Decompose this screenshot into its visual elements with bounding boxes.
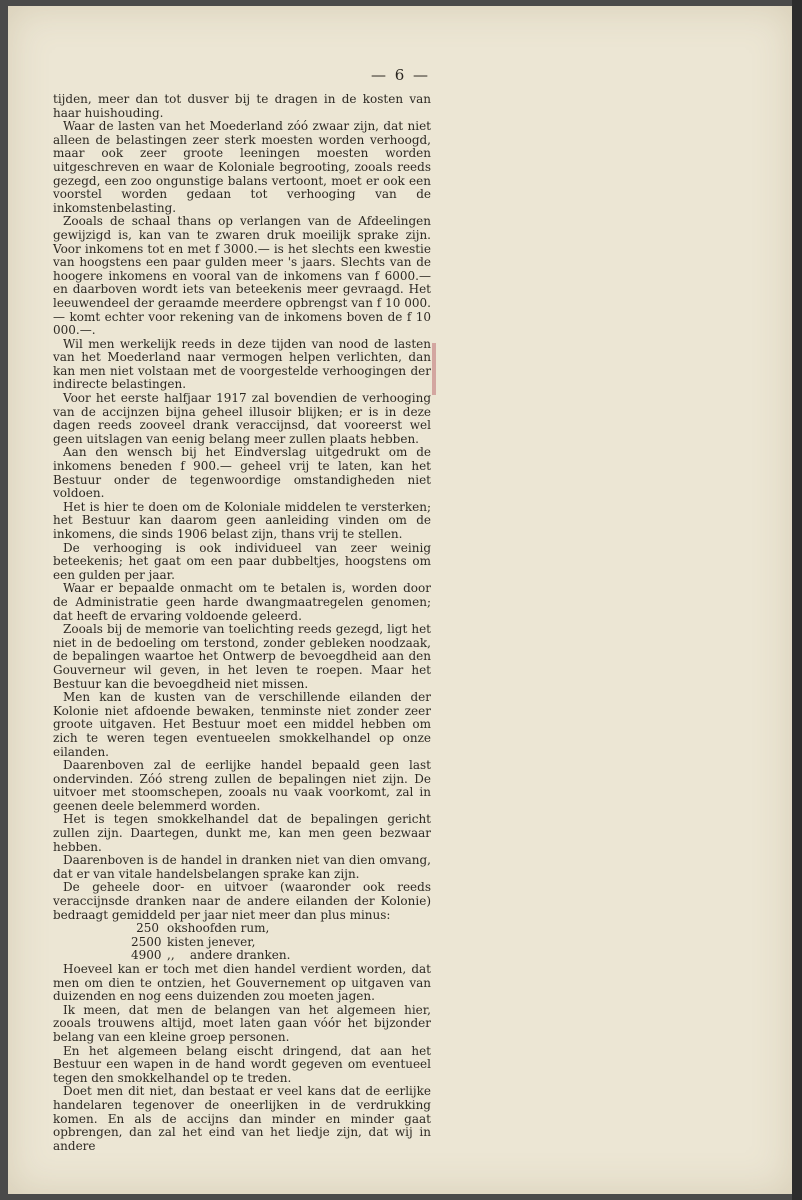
paragraph: Daarenboven is de handel in dranken niet van dien omvang, dat er van vitale handelsbelangen sprake kan zijn. (53, 853, 431, 881)
paragraph: Het is tegen smokkelhandel dat de bepalingen gericht zullen zijn. Daartegen, dunkt me, kan men geen bezwaar hebben. (53, 812, 431, 854)
paragraph: Men kan de kusten van de verschillende eilanden der Kolonie niet afdoende bewaken, tenminste niet zonder zeer groote uitgaven. Het Bestuur moet een middel hebben om zich te weren tegen eventueelen smokkelhandel op onze eilanden. (53, 690, 431, 759)
paragraph: De geheele door- en uitvoer (waaronder ook reeds veraccijnsde dranken naar de andere eilanden der Kolonie) bedraagt gemiddeld per jaar niet meer dan plus minus: (53, 880, 431, 922)
page-number: — 6 — (370, 66, 431, 84)
paragraph: En het algemeen belang eischt dringend, dat aan het Bestuur een wapen in de hand wordt gegeven om eventueel tegen den smokkelhandel op te treden. (53, 1043, 431, 1085)
paragraph: Ik meen, dat men de belangen van het algemeen hier, zooals trouwens altijd, moet laten gaan vóór het bijzonder belang van een kleine groep personen. (53, 1002, 431, 1044)
list-item (131, 949, 431, 963)
paragraph: Waar de lasten van het Moederland zóó zwaar zijn, dat niet alleen de belastingen zeer sterk moesten worden verhoogd, maar ook zeer groote leeningen moesten worden uitgeschreven en waar de Koloniale begrooting, zooals reeds gezegd, een zoo ongunstige balans vertoont, moet er ook een voorstel worden gedaan tot verhooging van de inkomstenbelasting. (53, 119, 431, 215)
body-text (53, 93, 431, 1153)
list-item-number: 250 (136, 921, 159, 936)
paragraph: Het is hier te doen om de Koloniale middelen te versterken; het Bestuur kan daarom geen aanleiding vinden om de inkomens, die sinds 1906 belast zijn, thans vrij te stellen. (53, 499, 431, 541)
list-item-number: 4900 (131, 948, 162, 963)
list-item-text: okshoofden rum, (167, 921, 270, 936)
list-item-number: 2500 (131, 934, 162, 949)
paragraph: Daarenboven zal de eerlijke handel bepaald geen last ondervinden. Zóó streng zullen de bepalingen niet zijn. De uitvoer met stoomschepen, zooals nu vaak voorkomt, zal in geenen deele belemmerd worden. (53, 758, 431, 813)
paragraph: Waar er bepaalde onmacht om te betalen is, worden door de Administratie geen harde dwangmaatregelen genomen; dat heeft de ervaring voldoende geleerd. (53, 581, 431, 623)
export-quantities-list (53, 922, 431, 963)
paragraph: Aan den wensch bij het Eindverslag uitgedrukt om de inkomens beneden f 900.— geheel vrij te laten, kan het Bestuur onder de tegenwoordige omstandigheden niet voldoen. (53, 445, 431, 501)
paragraph: tijden, meer dan tot dusver bij te dragen in de kosten van haar huishouding. (53, 92, 431, 120)
margin-pencil-mark (432, 343, 436, 395)
paragraph: De verhooging is ook individueel van zeer weinig beteekenis; het gaat om een paar dubbeltjes, hoogstens om een gulden per jaar. (53, 540, 431, 582)
scan-edge (792, 0, 802, 1200)
paragraph: Zooals de schaal thans op verlangen van de Afdeelingen gewijzigd is, kan van te zwaren druk moeilijk sprake zijn. Voor inkomens tot en met f 3000.— is het slechts een kwestie van hoogstens een paar gulden meer 's jaars. Slechts van de hoogere inkomens en vooral van de inkomens van f 6000.— en daarboven wordt iets van beteekenis meer gevraagd. Het leeuwendeel der geraamde meerdere opbrengst van f 10 000.— komt echter voor rekening van de inkomens boven de f 10 000.—. (53, 214, 431, 338)
list-item-text: ,, andere dranken. (167, 948, 291, 963)
document-page (8, 6, 793, 1194)
paragraph: Doet men dit niet, dan bestaat er veel kans dat de eerlijke handelaren tegenover de oneerlijken in de verdrukking komen. En als de accijns dan minder en minder gaat opbrengen, dan zal het eind van het liedje zijn, dat wij in andere (53, 1084, 431, 1153)
list-item-text: kisten jenever, (167, 934, 256, 949)
paragraph: Hoeveel kan er toch met dien handel verdient worden, dat men om dien te ontzien, het Gouvernement op uitgaven van duizenden en nog eens duizenden zou moeten jagen. (53, 962, 431, 1004)
list-item (131, 936, 431, 950)
list-item (131, 922, 431, 936)
paragraph: Wil men werkelijk reeds in deze tijden van nood de lasten van het Moederland naar vermogen helpen verlichten, dan kan men niet volstaan met de voorgestelde verhoogingen der indirecte belastingen. (53, 336, 431, 392)
paragraph: Voor het eerste halfjaar 1917 zal bovendien de verhooging van de accijnzen bijna geheel illusoir blijken; er is in deze dagen reeds zooveel drank veraccijnsd, dat vooreerst wel geen uitslagen van eenig belang meer zullen plaats hebben. (53, 391, 431, 446)
paragraph: Zooals bij de memorie van toelichting reeds gezegd, ligt het niet in de bedoeling om terstond, zonder gebleken noodzaak, de bepalingen waartoe het Ontwerp de bevoegdheid aan den Gouverneur wil geven, in het leven te roepen. Maar het Bestuur kan die bevoegdheid niet missen. (53, 622, 431, 691)
